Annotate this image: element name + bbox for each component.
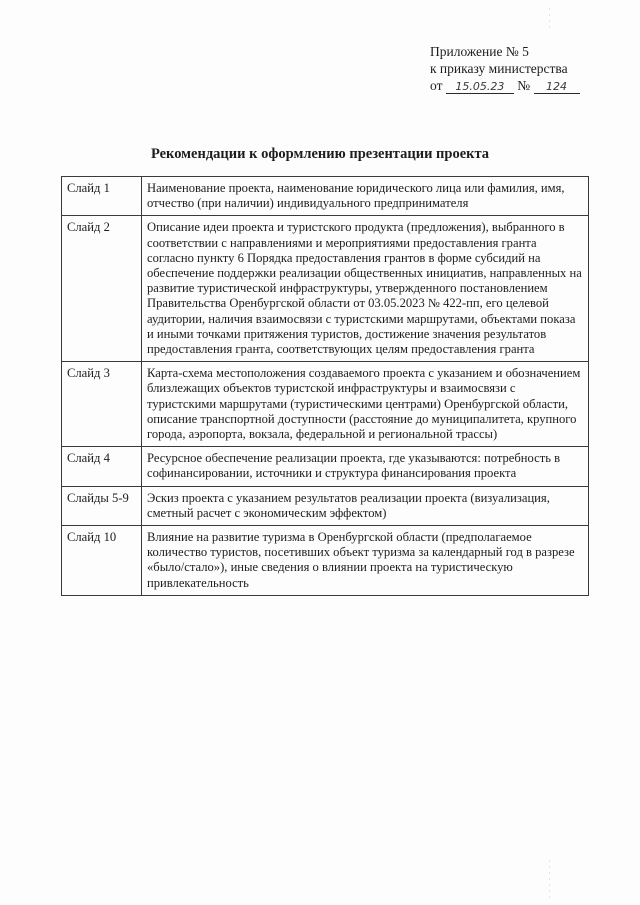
slide-label: Слайд 10 [62,526,142,596]
table-row [62,216,589,362]
table-row [62,486,589,525]
slides-table [61,176,589,596]
slide-label: Слайд 3 [62,362,142,447]
handwritten-date: 15.05.23 [446,80,514,94]
slide-description: Влияние на развитие туризма в Оренбургской области (предполагаемое количество туристов, посетивших объект туризма за календарный год в разрезе «было/стало»), иные сведения о влиянии проекта на туристическую привлекательность [142,526,589,596]
slide-description: Эскиз проекта с указанием результатов реализации проекта (визуализация, сметный расчет с экономическим эффектом) [142,486,589,525]
slide-description: Карта-схема местоположения создаваемого проекта с указанием и обозначением близлежащих объектов туристской инфраструктуры и взаимосвязи с туристскими маршрутами (туристическими центрами) Оренбургской области, описание транспортной доступности (расстояние до муниципалитета, крупного города, аэропорта, вокзала, федеральной и региональной трассы) [142,362,589,447]
slide-label: Слайд 1 [62,177,142,216]
from-label: от [430,78,443,93]
table-row [62,177,589,216]
table-row [62,447,589,486]
slide-label: Слайды 5-9 [62,486,142,525]
table-row [62,362,589,447]
appendix-header [430,43,620,94]
handwritten-number: 124 [534,80,580,94]
number-label: № [517,78,531,93]
slides-table-body [62,177,589,596]
appendix-order-ref: к приказу министерства [430,61,568,76]
appendix-number: Приложение № 5 [430,44,529,59]
document-title: Рекомендации к оформлению презентации проекта [150,146,490,162]
table-row [62,526,589,596]
slide-label: Слайд 2 [62,216,142,362]
slide-description: Наименование проекта, наименование юридического лица или фамилия, имя, отчество (при наличии) индивидуального предпринимателя [142,177,589,216]
slide-label: Слайд 4 [62,447,142,486]
slide-description: Описание идеи проекта и туристского продукта (предложения), выбранного в соответствии с направлениями и мероприятиями предоставления гранта согласно пункту 6 Порядка предоставления грантов в форме субсидий на обеспечение поддержки реализации общественных инициатив, направленных на развитие туристической инфраструктуры, утвержденного постановлением Правительства Оренбургской области от 03.05.2023 № 422-пп, его целевой аудитории, наличия взаимосвязи с туристскими маршрутами, объектами показа и иными точками притяжения туристов, достижение значения результатов предоставления гранта, соответствующих целям предоставления гранта [142,216,589,362]
appendix-date-line [430,77,620,94]
scan-artifact-top [549,8,550,30]
scan-artifact-bottom [549,860,550,900]
slide-description: Ресурсное обеспечение реализации проекта, где указываются: потребность в софинансировании, источники и структура финансирования проекта [142,447,589,486]
